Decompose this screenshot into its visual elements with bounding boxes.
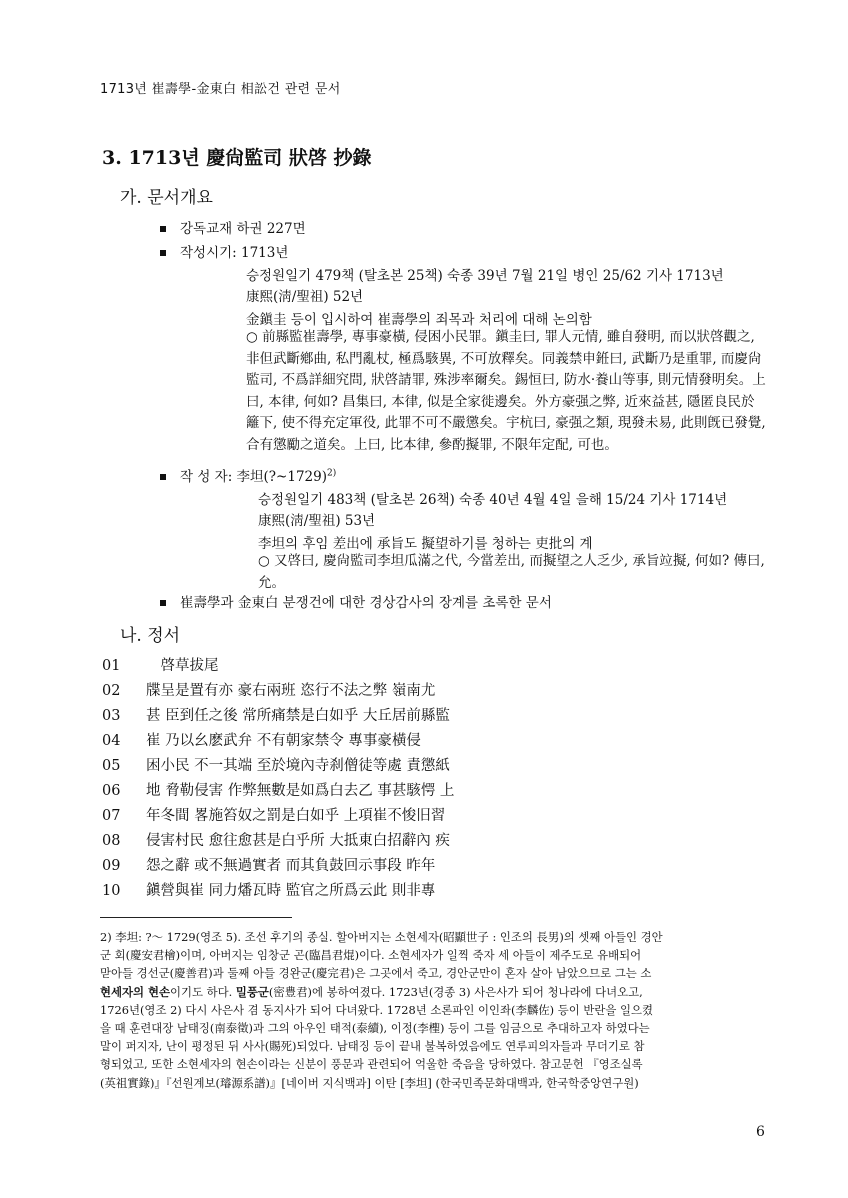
transcript-row [102,804,445,825]
bullet-item [160,217,306,237]
row-text: 甚 臣到任之後 常所痛禁是白如乎 大丘居前縣監 [146,708,450,724]
ref1-line1: 승정원일기 479책 (탈초본 25책) 숙종 39년 7월 21일 병인 25/62 기사 1713년 [246,268,724,284]
footnote-line: 을 때 훈련대장 남태징(南泰徵)과 그의 아우인 태적(泰續), 이정(李檉) 등이 그를 임금으로 추대하고자 하였다는 [100,1021,650,1036]
footnote-line: 형되었고, 또한 소현세자의 현손이라는 신분이 풍문과 관련되어 억울한 죽음을 당하였다. 참고문헌 『영조실록 [100,1057,643,1072]
document-summary: 崔壽學과 金東白 분쟁건에 대한 경상감사의 장계를 초록한 문서 [180,595,552,611]
date-label: 작성시기: 1713년 [180,245,289,261]
bullet-item [160,241,288,261]
bullet-icon [160,226,166,232]
footnote-line: 말이 퍼지자, 난이 평정된 뒤 사사(賜死)되었다. 남태징 등이 끝내 불복하였음에도 연루피의자들과 무더기로 참 [100,1039,645,1054]
row-number: 09 [102,858,121,874]
footnote-text: 이기도 하다. [170,984,236,999]
row-number: 04 [102,733,121,749]
row-number: 01 [102,658,121,674]
transcript-row [102,729,421,750]
footnote-line [100,983,768,1001]
footnote-line: 군 회(慶安君檜)이며, 아버지는 임창군 곤(臨昌君焜)이다. 소현세자가 일찍 죽자 세 아들이 제주도로 유배되어 [100,948,642,963]
author-label: 작 성 자: 李坦(?~1729) [180,469,327,485]
row-text: 地 脅勒侵害 作弊無數是如爲白去乙 事甚駭愕 上 [146,783,455,799]
row-number: 02 [102,683,121,699]
transcript-row [102,829,450,850]
footnote-bold: 밀풍군 [235,984,269,999]
bullet-icon [160,600,166,606]
row-text: 啓草拔尾 [146,658,219,674]
transcript-row [102,654,219,675]
ref2-paragraph: ○ 又啓曰, 慶尙監司李坦瓜滿之代, 今當差出, 而擬望之人乏少, 承旨竝擬, 何如? 傳曰, 允。 [258,553,765,591]
footnote-divider [100,917,292,918]
row-number: 10 [102,883,121,899]
row-text: 牒呈是置有亦 豪右兩班 恣行不法之弊 嶺南尤 [146,683,436,699]
ref2-line2: 康熙(淸/聖祖) 53년 [258,513,376,529]
row-number: 07 [102,808,121,824]
row-number: 08 [102,833,121,849]
footnote-line: (英祖實錄)』『선원계보(璿源系譜)』[네이버 지식백과] 이탄 [李坦] (한국민족문화대백과, 한국학중앙연구원) [100,1075,639,1090]
footnote-bold: 현세자의 현손 [100,984,170,999]
ref1-paragraph: ○ 前縣監崔壽學, 專事豪橫, 侵困小民罪。鎭圭曰, 罪人元情, 雖自發明, 而以狀啓觀之, 非但武斷鄕曲, 私門亂杖, 極爲駭異, 不可放釋矣。同義禁申銋曰, 武斷乃是重罪, 而慶尙監司, 不爲詳細究問, 狀啓請罪, 殊涉率爾矣。錫恒曰, 防水·養山等事, 則元情發明矣。上曰, 本律, 何如? 昌集曰, 本律, 似是全家徙邊矣。外方豪强之弊, 近來益甚, 隱匿良民於籬下, 使不得充定軍役, 此罪不可不嚴懲矣。宇杭曰, 豪强之類, 現發未易, 此則旣已發覺, 合有懲勵之道矣。上曰, 比本律, 參酌擬罪, 不限年定配, 可也。 [246,329,766,453]
row-text: 年冬間 畧施笞奴之罰是白如乎 上項崔不悛旧習 [146,808,446,824]
section-title: 3. 1713년 慶尙監司 狀啓 抄錄 [102,147,372,169]
footnote-text: (密豊君)에 봉하여졌다. 1723년(경종 3) 사은사가 되어 청나라에 다녀오고, [268,984,643,999]
transcript-row [102,704,450,725]
bullet-item [160,591,552,611]
row-text: 崔 乃以幺麽武弁 不有朝家禁令 專事豪橫侵 [146,733,421,749]
footnote-line: 2) 李坦: ?～ 1729(영조 5). 조선 후기의 종실. 할아버지는 소현세자(昭顯世子 : 인조의 長男)의 셋째 아들인 경안 [100,930,663,944]
footnote-line: 맏아들 경선군(慶善君)과 둘째 아들 경완군(慶完君)은 그곳에서 죽고, 경안군만이 혼자 살아 남았으므로 그는 소 [100,966,652,981]
bullet-icon [160,250,166,256]
row-text: 怨之辭 或不無過實者 而其負鼓回示事段 昨年 [146,858,436,874]
row-text: 侵害村民 愈往愈甚是白乎所 大抵東白招辭內 疾 [146,833,450,849]
footnote [100,928,768,1092]
row-text: 困小民 不一其端 至於境內寺刹僧徒等處 責懲紙 [146,758,450,774]
ref1-line2: 康熙(淸/聖祖) 52년 [246,289,364,305]
ref2-line3: 李坦의 후임 差出에 承旨도 擬望하기를 청하는 吏批의 계 [258,536,593,552]
transcript-row [102,779,454,800]
transcript-row [102,679,435,700]
page-number: 6 [756,1124,765,1140]
transcript-row [102,754,450,775]
row-number: 05 [102,758,121,774]
running-header: 1713년 崔壽學-金東白 相訟건 관련 문서 [100,82,341,97]
row-text: 鎭營與崔 同力燔瓦時 監官之所爲云此 則非專 [146,883,436,899]
transcript-row [102,879,435,900]
transcript-title: 나. 정서 [120,626,181,646]
bullet-item [160,465,336,485]
footnote-line: 1726년(영조 2) 다시 사은사 겸 동지사가 되어 다녀왔다. 1728년 소론파인 이인좌(李麟佐) 등이 반란을 일으켰 [100,1002,653,1017]
overview-title: 가. 문서개요 [120,188,213,208]
ref2-line1: 승정원일기 483책 (탈초본 26책) 숙종 40년 4월 4일 을해 15/24 기사 1714년 [258,492,728,508]
row-number: 03 [102,708,121,724]
bullet-icon [160,474,166,480]
row-number: 06 [102,783,121,799]
textbook-page: 강독교재 하권 227면 [180,221,306,237]
footnote-ref: 2) [327,468,337,479]
ref1-line3: 金鎭圭 등이 입시하여 崔壽學의 죄목과 처리에 대해 논의함 [246,312,592,328]
transcript-row [102,854,435,875]
